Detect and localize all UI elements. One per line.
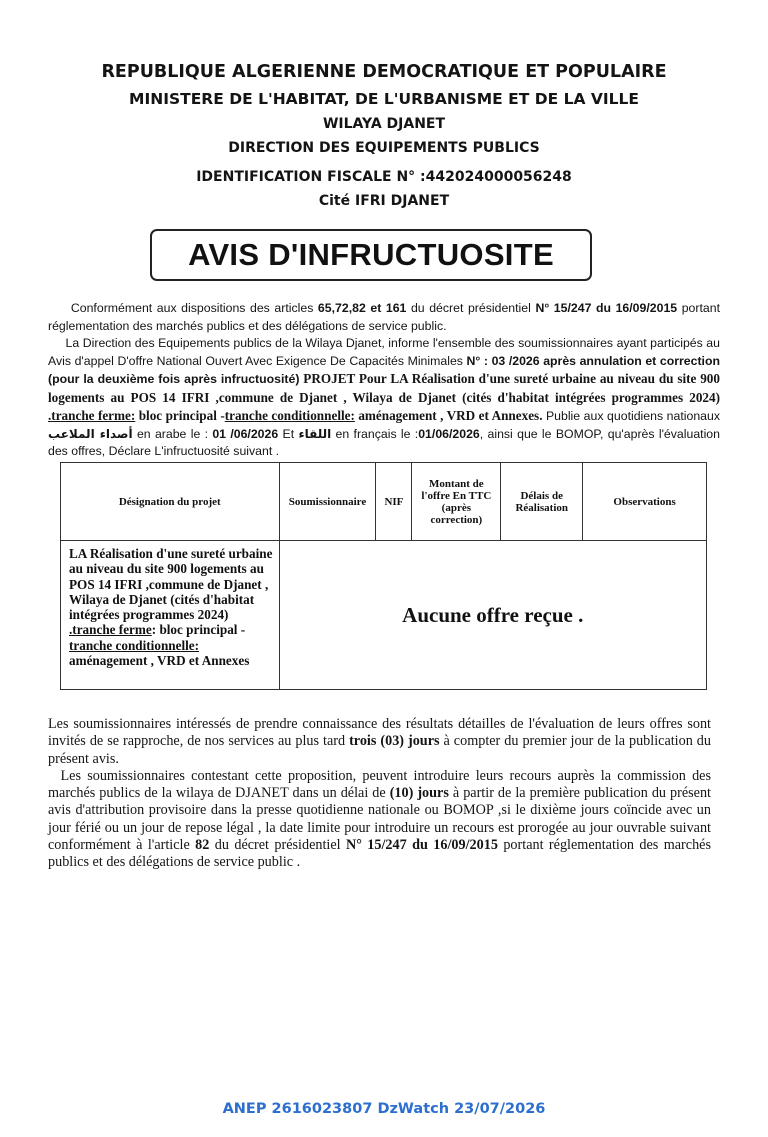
- closing-paragraph-1: Les soumissionnaires intéressés de prendre connaissance des résultats détailles de l'évaluation de leurs offres sont invités de se rapproche, de nos services au plus tard trois (03) jours à compter du premier jour de la publication du présent avis.: [48, 716, 711, 767]
- intro-text: [48, 300, 720, 461]
- notice-title: AVIS D'INFRUCTUOSITE: [150, 229, 592, 281]
- intro-paragraph-1: Conformément aux dispositions des articles 65,72,82 et 161 du décret présidentiel N° 15/247 du 16/09/2015 portant réglementation des marchés publics et des délégations de service public.: [48, 301, 720, 333]
- french-newspaper-name: اللقاء: [298, 426, 332, 441]
- header-fiscal-id: IDENTIFICATION FISCALE N° :442024000056248: [196, 169, 572, 185]
- col-delais: Délais de Réalisation: [501, 463, 583, 541]
- results-table: [60, 462, 707, 690]
- header-republic: REPUBLIQUE ALGERIENNE DEMOCRATIQUE ET POPULAIRE: [101, 62, 667, 82]
- arabic-newspaper-name: أصداء الملاعب: [48, 426, 133, 441]
- header-address: Cité IFRI DJANET: [318, 193, 450, 209]
- intro-paragraph-2: La Direction des Equipements publics de la Wilaya Djanet, informe l'ensemble des soumissionnaires ayant participés au Avis d'appel D'offre National Ouvert Avec Exigence De Capacités Minimales N° : 03 /2026 après annulation et correction (pour la deuxième fois après infructuosité) PROJET Pour LA Réalisation d'une sureté urbaine au niveau du site 900 logements au POS 14 IFRI ,commune de Djanet , Wilaya de Djanet (cités d'habitat intégrées programmes 2024) .tranche ferme: bloc principal -tranche conditionnelle: aménagement , VRD et Annexes. Publie aux quotidiens nationaux أصداء الملاعب en arabe le : 01 /06/2026 Et اللقاء en français le :01/06/2026, ainsi que le BOMOP, qu'après l'évaluation des offres, Déclare L'infructuosité suivant .: [48, 336, 720, 458]
- col-montant: Montant de l'offre En TTC (après correction): [412, 463, 501, 541]
- no-offer-result: Aucune offre reçue .: [279, 541, 706, 690]
- closing-text: [48, 716, 711, 872]
- header-ministry: MINISTERE DE L'HABITAT, DE L'URBANISME ET DE LA VILLE: [129, 90, 639, 108]
- decree-ref: N° 15/247 du 16/09/2015: [535, 301, 678, 315]
- table-row: [61, 541, 707, 690]
- project-title: PROJET Pour LA Réalisation d'une sureté urbaine au niveau du site 900 logements au POS 14 IFRI ,commune de Djanet , Wilaya de Djanet (cités d'habitat intégrées programmes 2024): [48, 371, 720, 405]
- table-header-row: [61, 463, 707, 541]
- closing-paragraph-2: Les soumissionnaires contestant cette proposition, peuvent introduire leurs recours auprès la commission des marchés publics de la wilaya de DJANET dans un délai de (10) jours à partir de la première publication du présent avis d'attribution provisoire dans la presse quotidienne nationale ou BOMOP ,si le dixième jours coïncide avec un jour férié ou un jour de repose légal , la date limite pour introduire un recours est prorogée au jour ouvrable suivant conformément à l'article 82 du décret présidentiel N° 15/247 du 16/09/2015 portant réglementation des marchés publics et des délégations de service public .: [48, 767, 711, 871]
- header-direction: DIRECTION DES EQUIPEMENTS PUBLICS: [228, 140, 540, 156]
- col-observations: Observations: [583, 463, 707, 541]
- col-nif: NIF: [376, 463, 412, 541]
- publication-date-french: 01/06/2026: [418, 426, 480, 441]
- articles-ref: 65,72,82 et 161: [317, 301, 407, 315]
- publication-date-arabic: 01 /06/2026: [212, 426, 279, 441]
- footer-reference: ANEP 2616023807 DzWatch 23/07/2026: [222, 1101, 546, 1117]
- header-wilaya: WILAYA DJANET: [322, 116, 446, 132]
- project-designation-cell: LA Réalisation d'une sureté urbaine au niveau du site 900 logements au POS 14 IFRI ,commune de Djanet , Wilaya de Djanet (cités d'habitat intégrées programmes 2024) .tranche ferme: bloc principal -tranche conditionnelle: aménagement , VRD et Annexes: [61, 541, 280, 690]
- col-soumissionnaire: Soumissionnaire: [279, 463, 376, 541]
- tender-number: N° : 03 /2026 après annulation et correction (pour la deuxième fois après infructuosité): [48, 353, 720, 386]
- col-designation: Désignation du projet: [61, 463, 280, 541]
